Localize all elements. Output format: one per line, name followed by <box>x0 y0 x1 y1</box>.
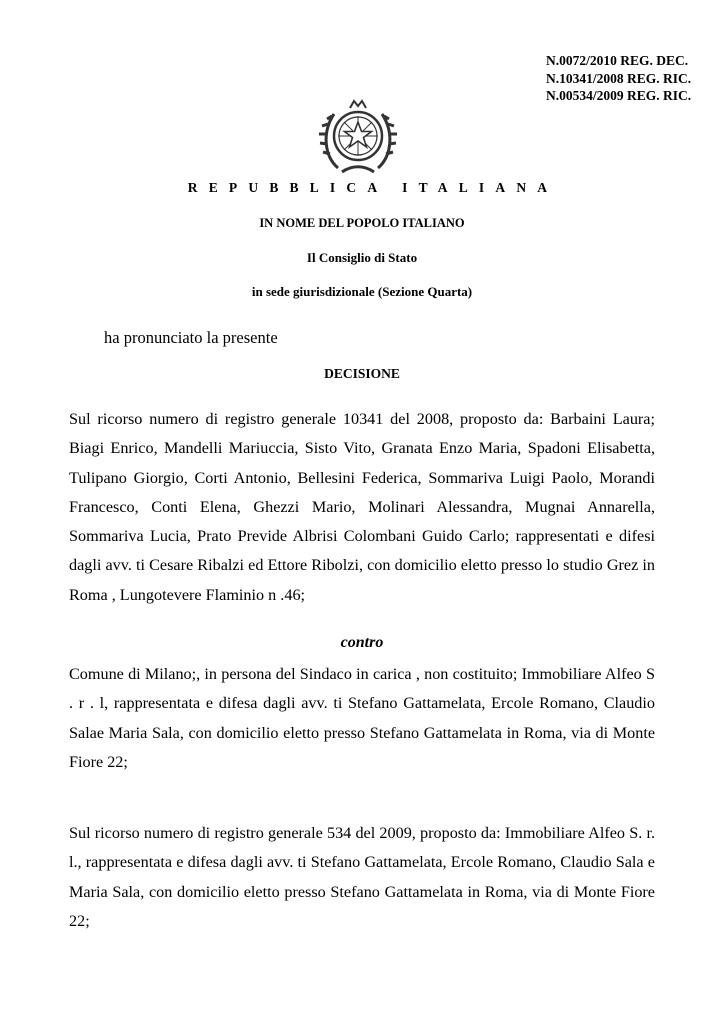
ricorso-paragraph-1: Sul ricorso numero di registro generale 10341 del 2008, proposto da: Barbaini Laura; Biagi Enrico, Mandelli Mariuccia, Sisto Vito, Granata Enzo Maria, Spadoni Elisabetta, Tulipano Giorgio, Corti Antonio, Bellesini Federica, Sommariva Luigi Paolo, Morandi Francesco, Conti Elena, Ghezzi Mario, Molinari Alessandra, Mugnai Annarella, Sommariva Lucia, Prato Previde Albrisi Colombani Guido Carlo; rappresentati e difesi dagli avv. ti Cesare Ribalzi ed Ettore Ribolzi, con domicilio eletto presso lo studio Grez in Roma , Lungotevere Flaminio n .46; <box>69 410 655 604</box>
pronunciato-line: ha pronunciato la presente <box>104 328 278 347</box>
republic-heading: REPUBBLICA ITALIANA <box>187 180 559 195</box>
reference-numbers <box>546 52 691 105</box>
contro-heading: contro <box>340 634 384 651</box>
italian-republic-emblem-icon <box>316 94 400 180</box>
ricorso-paragraph-2: Sul ricorso numero di registro generale 534 del 2009, proposto da: Immobiliare Alfeo S. r. l., rappresentata e difesa dagli avv. ti Stefano Gattamelata, Ercole Romano, Claudio Sala e Maria Sala, con domicilio eletto presso Stefano Gattamelata in Roma, via di Monte Fiore 22; <box>69 824 655 930</box>
court-name: Il Consiglio di Stato <box>306 250 418 265</box>
ref-reg-ric-2008: N.10341/2008 REG. RIC. <box>546 70 692 86</box>
controparte-paragraph: Comune di Milano;, in persona del Sindaco in carica , non costituito; Immobiliare Alfeo S . r . l, rappresentata e difesa dagli avv. ti Stefano Gattamelata, Ercole Romano, Claudio Salae Maria Sala, con domicilio eletto presso Stefano Gattamelata in Roma, via di Monte Fiore 22; <box>69 665 655 771</box>
decision-title: DECISIONE <box>324 366 400 381</box>
ref-reg-dec: N.0072/2010 REG. DEC. <box>546 53 689 68</box>
in-nome-heading: IN NOME DEL POPOLO ITALIANO <box>259 216 465 230</box>
ref-reg-ric-2009: N.00534/2009 REG. RIC. <box>546 88 692 103</box>
court-section: in sede giurisdizionale (Sezione Quarta) <box>251 284 473 299</box>
